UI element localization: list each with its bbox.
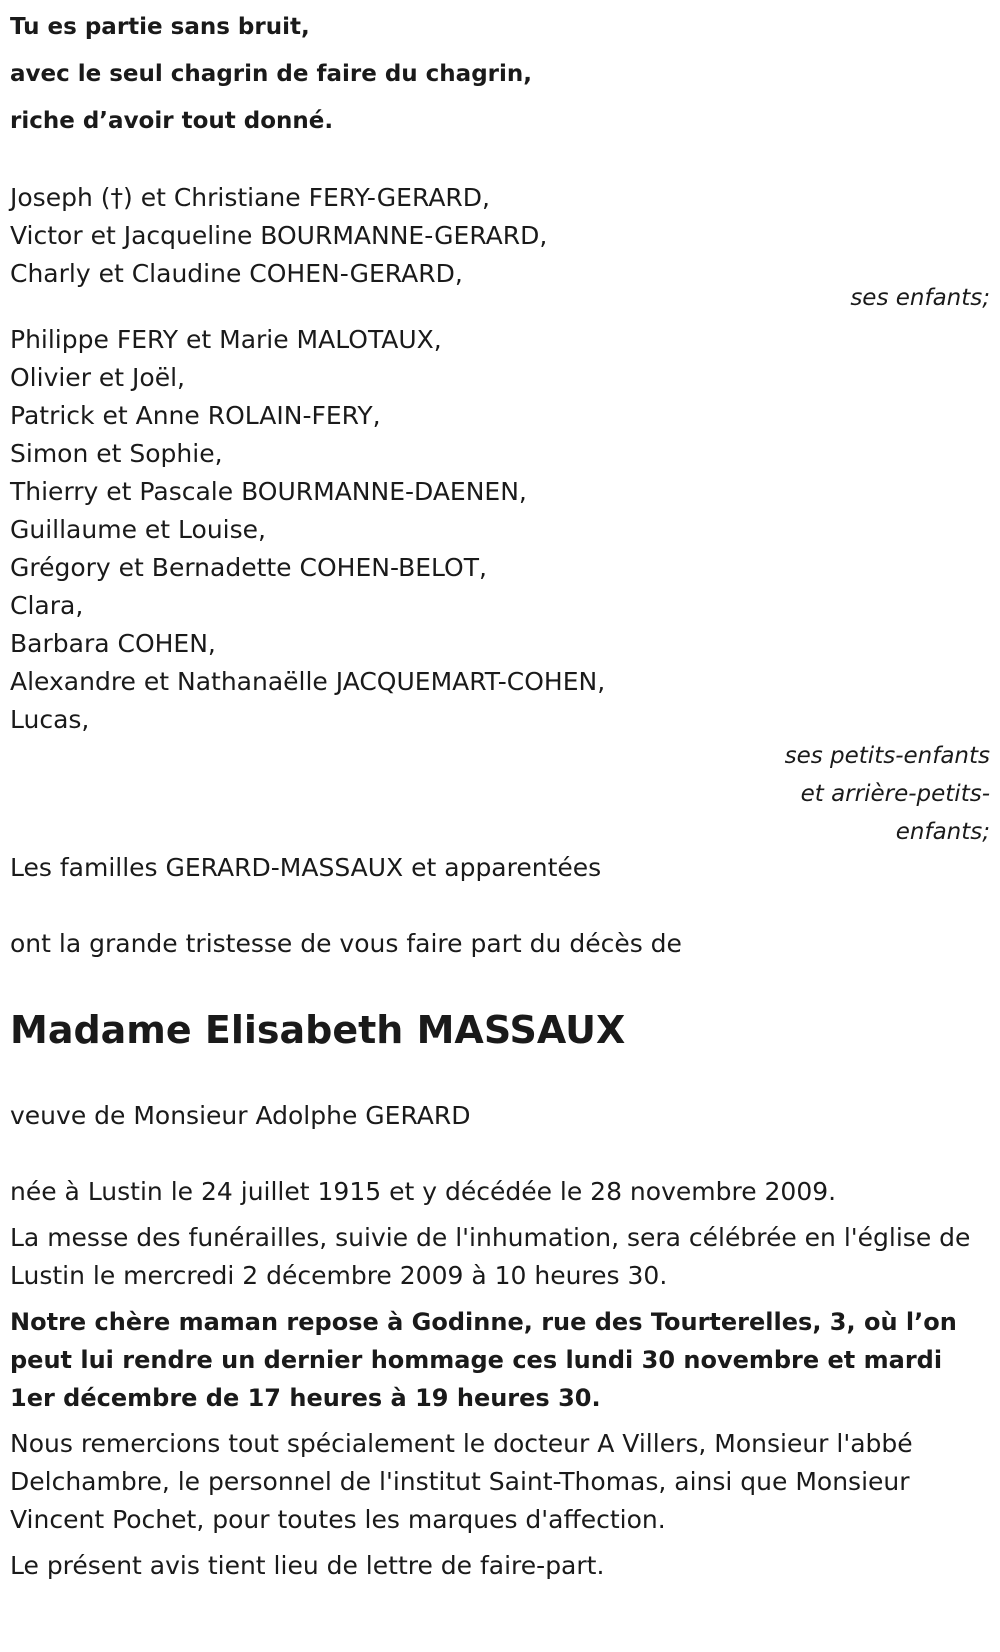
list-item: Barbara COHEN,: [10, 629, 216, 658]
list-item: Lucas,: [10, 705, 90, 734]
list-item: Alexandre et Nathanaëlle JACQUEMART-COHEN,: [10, 667, 606, 696]
funeral-paragraph: La messe des funérailles, suivie de l'inhumation, sera célébrée en l'église de Lustin le mercredi 2 décembre 2009 à 10 heures 30.: [10, 1223, 971, 1290]
list-item: Victor et Jacqueline BOURMANNE-GERARD,: [10, 221, 548, 250]
list-item: Clara,: [10, 591, 84, 620]
thanks-paragraph: Nous remercions tout spécialement le docteur A Villers, Monsieur l'abbé Delchambre, le personnel de l'institut Saint-Thomas, ainsi que Monsieur Vincent Pochet, pour toutes les marques d'affection.: [10, 1429, 913, 1534]
viewing-paragraph: Notre chère maman repose à Godinne, rue des Tourterelles, 3, où l’on peut lui rendre un dernier hommage ces lundi 30 novembre et mardi 1er décembre de 17 heures à 19 heures 30.: [10, 1308, 957, 1412]
role-line: et arrière-petits-: [800, 781, 990, 807]
epigraph: [10, 0, 990, 145]
obituary-notice: [10, 0, 990, 1585]
closing-line: Le présent avis tient lieu de lettre de faire-part.: [10, 1551, 605, 1580]
children-list: [10, 179, 990, 293]
announcement-line: ont la grande tristesse de vous faire part du décès de: [10, 929, 682, 958]
list-item: Patrick et Anne ROLAIN-FERY,: [10, 401, 381, 430]
children-role-label: ses enfants;: [850, 285, 990, 311]
grandchildren-list: [10, 321, 990, 739]
list-item: Olivier et Joël,: [10, 363, 185, 392]
grandchildren-role-label: [760, 737, 990, 851]
epigraph-line: avec le seul chagrin de faire du chagrin,: [10, 61, 533, 87]
role-line: enfants;: [895, 819, 990, 845]
list-item: Charly et Claudine COHEN-GERARD,: [10, 259, 463, 288]
families-line: Les familles GERARD-MASSAUX et apparentées: [10, 853, 602, 882]
birth-death-line: née à Lustin le 24 juillet 1915 et y décédée le 28 novembre 2009.: [10, 1177, 837, 1206]
epigraph-line: riche d’avoir tout donné.: [10, 108, 334, 134]
list-item: Thierry et Pascale BOURMANNE-DAENEN,: [10, 477, 527, 506]
widow-of-line: veuve de Monsieur Adolphe GERARD: [10, 1101, 471, 1130]
epigraph-line: Tu es partie sans bruit,: [10, 14, 310, 40]
role-line: ses petits-enfants: [784, 743, 990, 769]
list-item: Simon et Sophie,: [10, 439, 223, 468]
list-item: Joseph (†) et Christiane FERY-GERARD,: [10, 183, 490, 212]
list-item: Grégory et Bernadette COHEN-BELOT,: [10, 553, 487, 582]
list-item: Guillaume et Louise,: [10, 515, 266, 544]
deceased-name: Madame Elisabeth MASSAUX: [10, 1008, 626, 1052]
list-item: Philippe FERY et Marie MALOTAUX,: [10, 325, 442, 354]
